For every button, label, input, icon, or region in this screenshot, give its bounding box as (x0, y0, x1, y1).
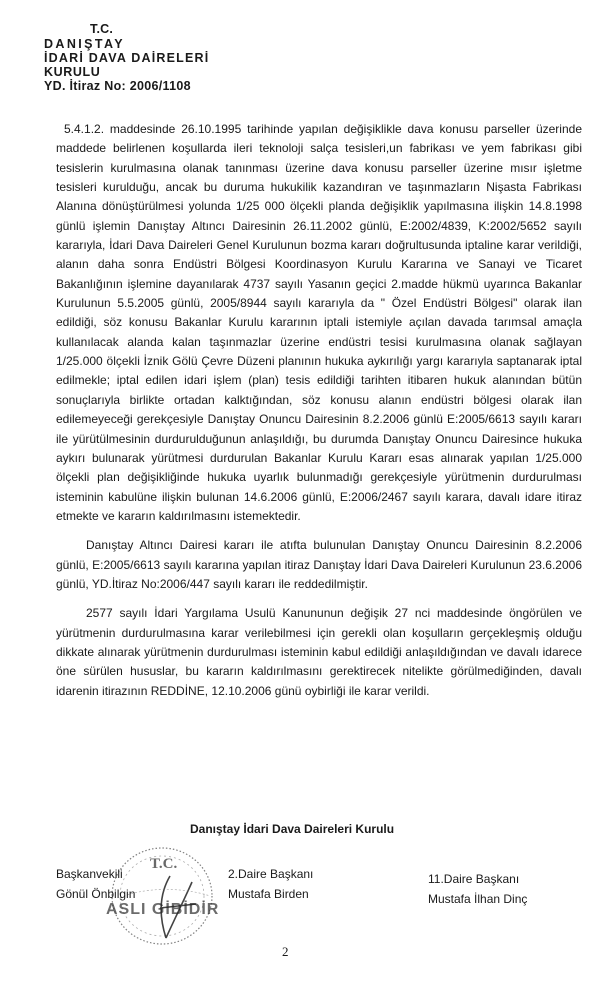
document-header (44, 22, 209, 93)
signature-eleventh-chamber-head (428, 869, 527, 909)
signature-second-chamber-head (228, 864, 313, 904)
header-department: İDARİ DAVA DAİRELERİ (44, 51, 210, 65)
signature-title: Başkanvekili (56, 867, 123, 881)
document-body (56, 120, 582, 701)
paragraph-referenced-decision: Danıştay Altıncı Dairesi kararı ile atıfta bulunulan Danıştay Onuncu Dairesinin 8.2.2006 günlü, E:2005/6613 sayılı kararına yapılan itiraz Danıştay İdari Dava Daireleri Kurulunun 23.6.2006 günlü, YD.İtiraz No:2006/447 sayılı kararı ile reddedilmiştir. (56, 538, 582, 591)
board-title: Danıştay İdari Dava Daireleri Kurulu (190, 822, 395, 836)
signature-vice-president (56, 864, 135, 904)
signature-name: Gönül Önbilgin (56, 887, 136, 901)
svg-text:ASLI GİBİDİR: ASLI GİBİDİR (106, 901, 220, 918)
header-tc: T.C. (90, 22, 114, 36)
header-institution: DANIŞTAY (44, 37, 126, 51)
signature-name: Mustafa İlhan Dinç (428, 892, 528, 906)
signature-name: Mustafa Birden (228, 887, 309, 901)
signature-title: 11.Daire Başkanı (428, 872, 520, 886)
header-board: KURULU (44, 65, 101, 79)
paragraph-reasoning: 5.4.1.2. maddesinde 26.10.1995 tarihinde yapılan değişiklikle dava konusu parseller üzerinde maddede belirlenen koşullarda ileri teknoloji salça tesisleri,un fabrikası ve yem fabrikası gibi tesislerin kurulmasına olanak tanınması üzerine dava konusu parseller üzerine mısır işletme tesisleri kurulduğu, ancak bu duruma hukukilik kazandıran ve taşınmazların Nişasta Fabrikası Alanına dönüştürülmesi yolunda 1/25 000 ölçekli planda değişiklik yapılmasına ilişkin 14.8.1998 günlü işlemin Danıştay Altıncı Dairesinin 26.11.2002 günlü, E:2002/4839, K:2002/5652 sayılı kararıyla, İdari Dava Daireleri Genel Kurulunun bozma kararı doğrultusunda iptaline karar verildiği, alanın daha sonra Endüstri Bölgesi Koordinasyon Kurulu Kararına ve Sanayi ve Ticaret Bakanlığının işlemine dayanılarak 4737 sayılı Yasanın geçici 2.madde hükmü uyarınca Bakanlar Kurulunun 5.5.2005 günlü, 2005/8944 sayılı kararıyla da " Özel Endüstri Bölgesi" olarak ilan edildiği, söz konusu Bakanlar Kurulu kararının iptali istemiyle açılan davada tarımsal amaçla kullanılacak alanda kalan taşınmazlar üzerine endüstri tesisi kurulmasına olanak sağlayan 1/25.000 ölçekli İznik Gölü Çevre Düzeni planının hukuka aykırılığı yargı kararıyla saptanarak iptal edilmekle; iptal edilen idari işlem (plan) tesis edildiği tarihten itibaren hukuk alanından bütün sonuçlarıyla birlikte ortadan kalktığından, söz konusu alanın endüstri bölgesi olarak ilan edilemeyeceği gerekçesiyle Danıştay Onuncu Dairesinin 8.2.2006 günlü E:2005/6613 sayılı kararı ile yürütülmesinin durdurulduğunun anlaşıldığı, bu durumda Danıştay Onuncu Dairesince hukuka aykırı bulunarak yürütmesi durdurulan Bakanlar Kurulu Kararı esas alınarak yapılan 1/25.000 ölçekli plan değişikliğinde hukuka uyarlık bulunmadığı gerekçesiyle yürütmenin durdurulması isteminin kabulüne ilişkin bulunan 14.6.2006 günlü, E:2006/2467 sayılı karara, davalı idare itiraz etmekte ve kararın kaldırılmasını istemektedir. (56, 122, 582, 523)
signature-title: 2.Daire Başkanı (228, 867, 314, 881)
header-objection-number: YD. İtiraz No: 2006/1108 (44, 79, 191, 93)
paragraph-verdict: 2577 sayılı İdari Yargılama Usulü Kanununun değişik 27 nci maddesinde öngörülen ve yürütmenin durdurulmasına karar verilebilmesi için gerekli olan koşulların gerçekleşmiş olduğu dikkate alınarak yürütmenin durdurulması isteminin kabul edildiği anlaşıldığından ve davalı idarece öne sürülen hususlar, bu kararın kaldırılmasını gerektirecek nitelikte görülmediğinden, davalı idarenin itirazının REDDİNE, 12.10.2006 günü oybirliği ile karar verildi. (56, 606, 582, 698)
svg-text:T.C.: T.C. (150, 856, 178, 872)
page-number: 2 (282, 944, 289, 959)
